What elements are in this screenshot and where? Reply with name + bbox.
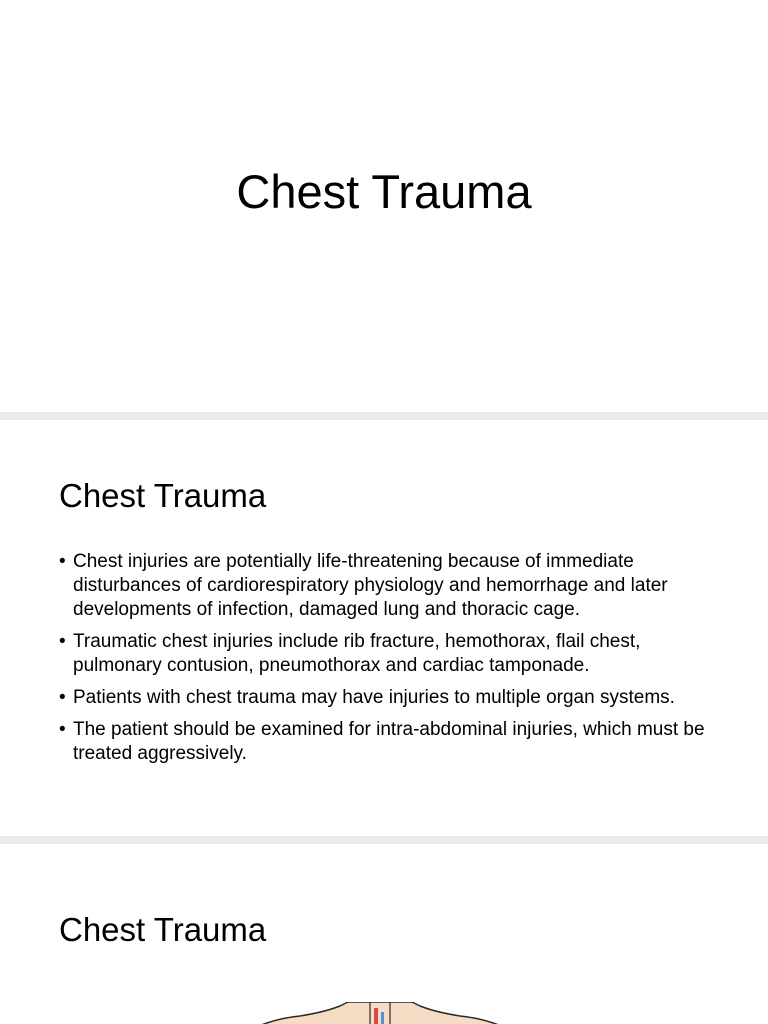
bullet-item — [59, 686, 719, 710]
slide-2 — [0, 420, 768, 836]
chest-anatomy-illustration-icon — [230, 1002, 530, 1024]
bullet-text: The patient should be examined for intra-abdominal injuries, which must be treated aggressively. — [73, 719, 705, 764]
slide-title: Chest Trauma — [236, 165, 532, 218]
bullet-text: Patients with chest trauma may have injuries to multiple organ systems. — [73, 687, 675, 708]
vessel-blue — [381, 1012, 384, 1024]
bullet-dot-icon: • — [59, 631, 66, 652]
bullet-list — [59, 550, 719, 774]
bullet-text: Chest injuries are potentially life-threatening because of immediate disturbances of cardiorespiratory physiology and hemorrhage and later developments of infection, damaged lung and thoracic cage. — [73, 551, 668, 620]
slide-3 — [0, 844, 768, 1024]
bullet-item — [59, 718, 719, 766]
bullet-dot-icon: • — [59, 687, 66, 708]
slide-heading: Chest Trauma — [59, 911, 267, 948]
bullet-dot-icon: • — [59, 551, 66, 572]
bullet-dot-icon: • — [59, 719, 66, 740]
vessel-red — [374, 1008, 378, 1024]
bullet-item — [59, 630, 719, 678]
bullet-item — [59, 550, 719, 622]
bullet-text: Traumatic chest injuries include rib fracture, hemothorax, flail chest, pulmonary contusion, pneumothorax and cardiac tamponade. — [73, 631, 641, 676]
slide-1 — [0, 0, 768, 412]
neck-shoulder-outline — [230, 1002, 530, 1024]
slide-heading: Chest Trauma — [59, 477, 267, 514]
